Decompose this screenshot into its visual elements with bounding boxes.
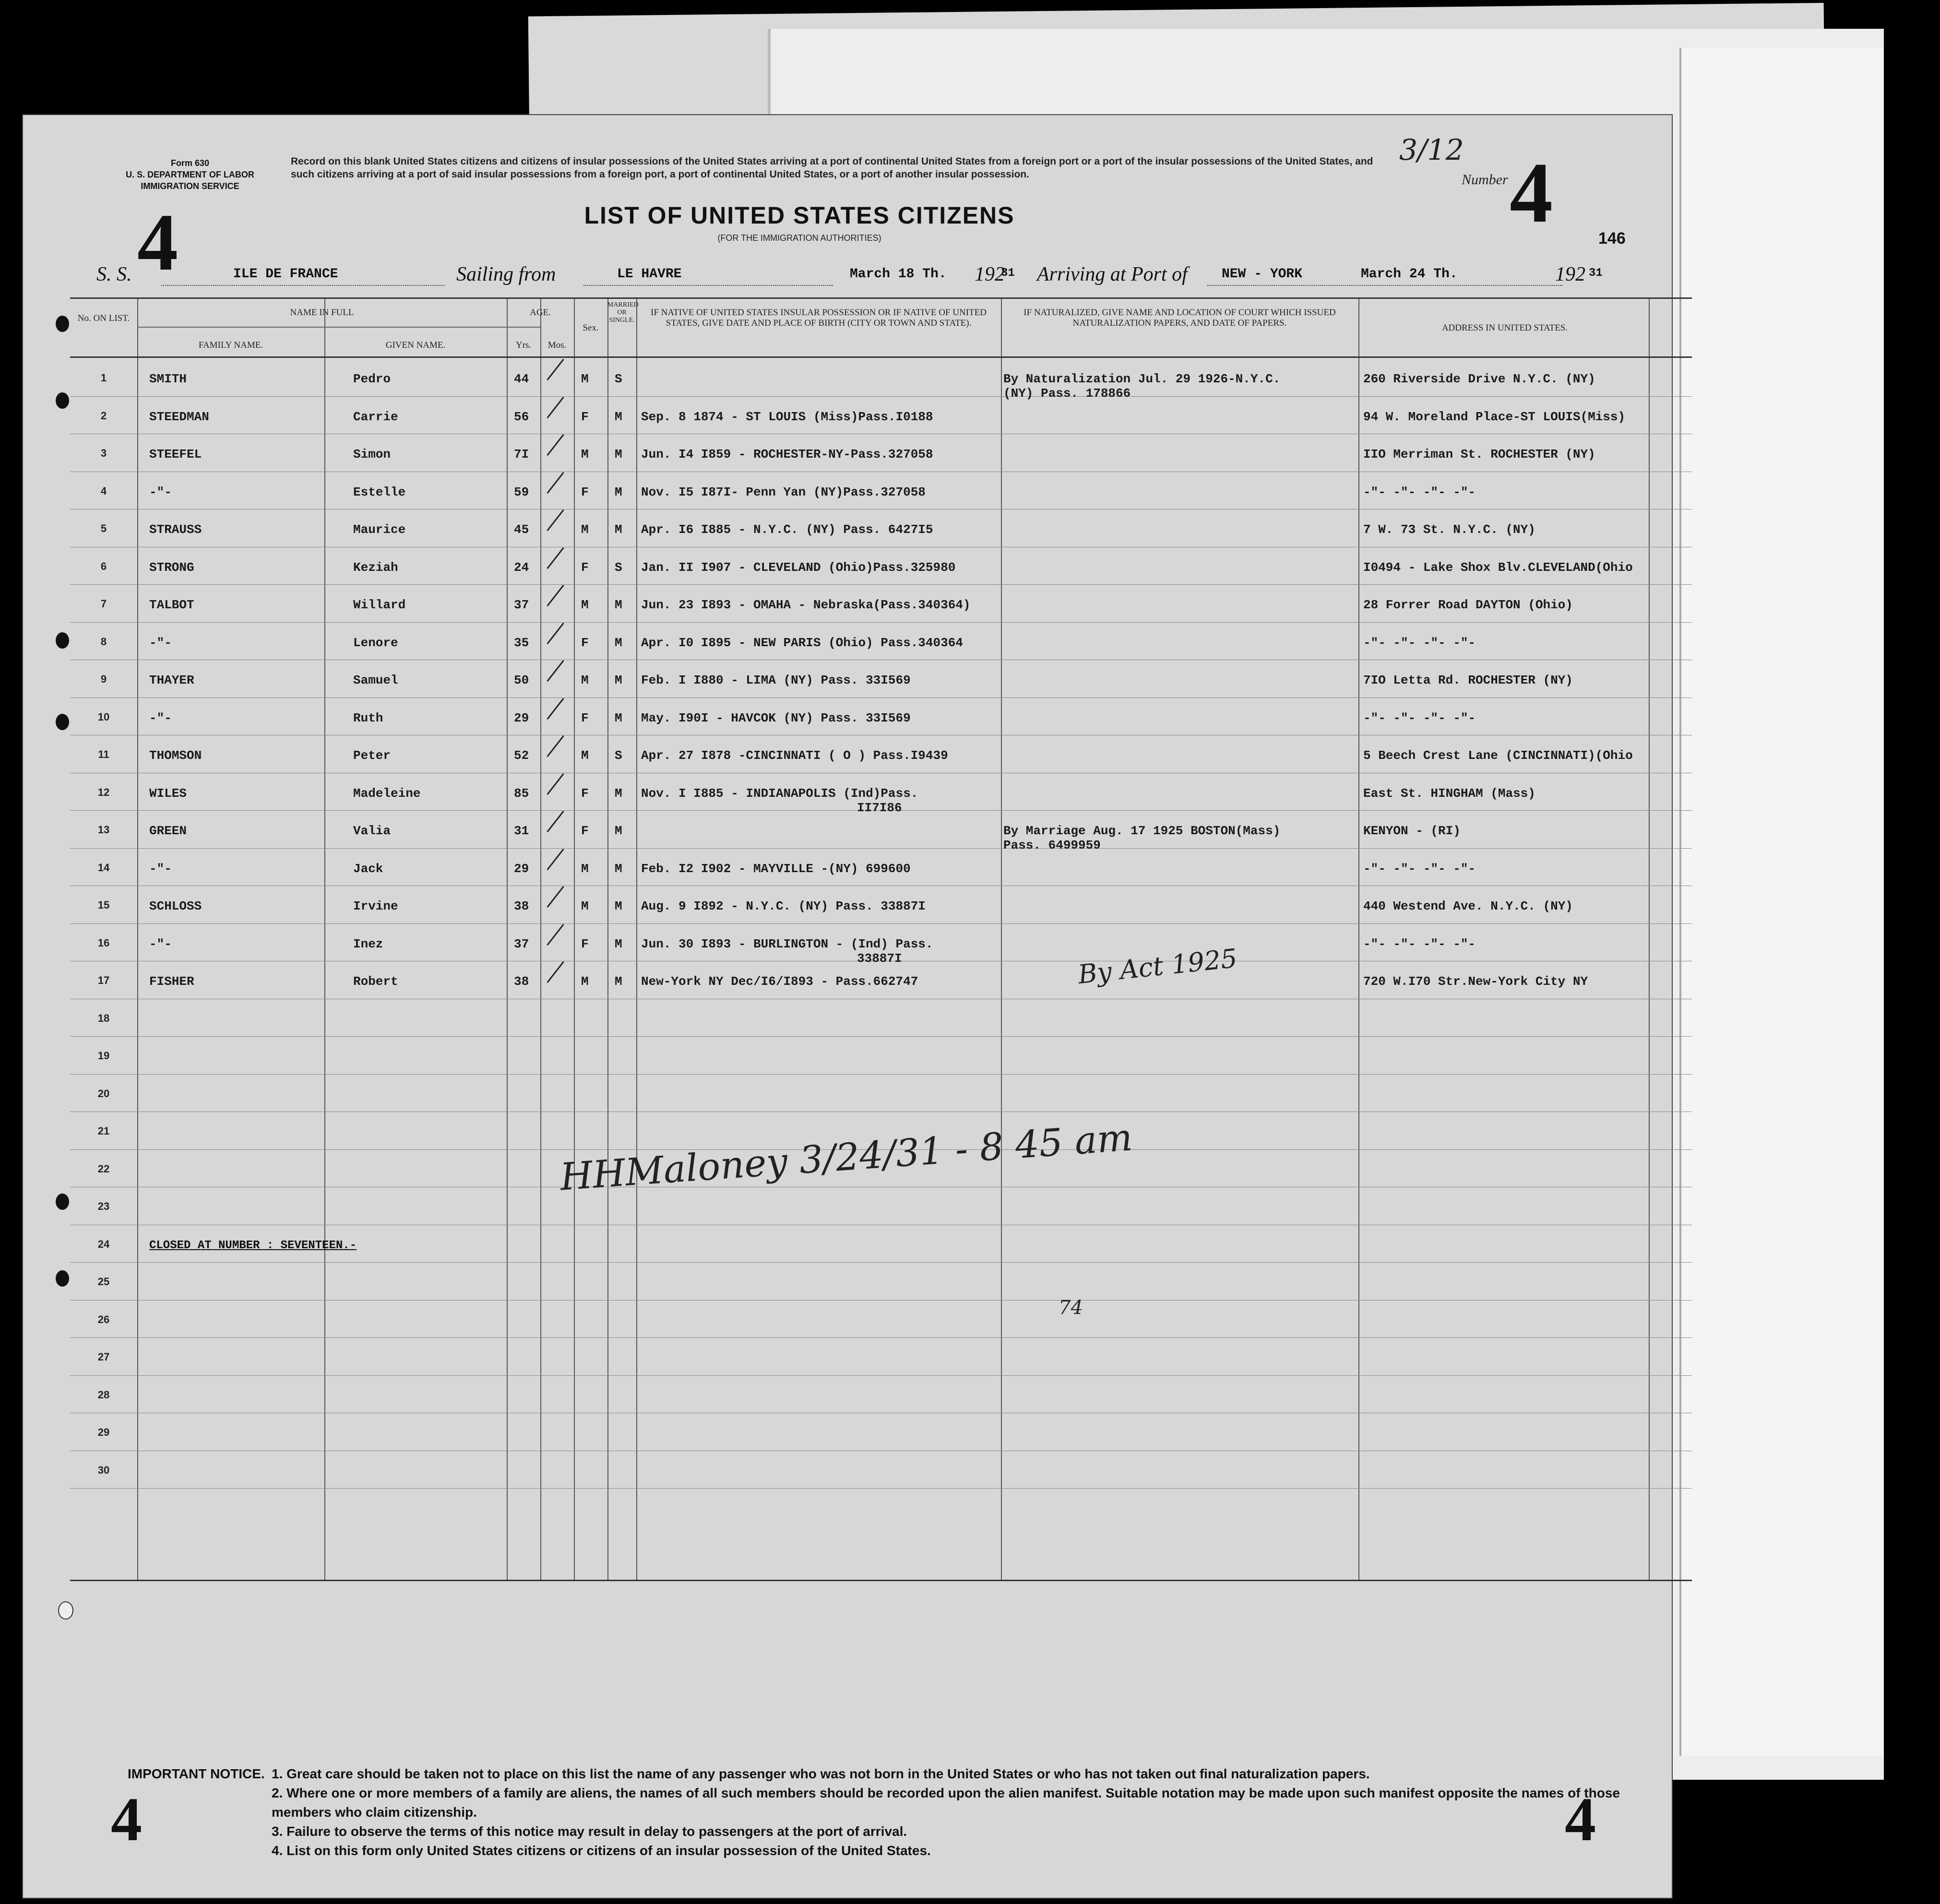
table-row <box>70 700 1692 738</box>
table-row <box>70 625 1692 663</box>
check-mark <box>547 472 564 493</box>
check-mark <box>547 585 564 606</box>
naturalization-info-cont: (NY) Pass. 178866 <box>1003 386 1131 401</box>
row-number: 18 <box>97 1012 110 1024</box>
table-row <box>70 738 1692 776</box>
check-mark <box>547 660 564 682</box>
age-years: 56 <box>514 409 529 424</box>
birth-info: Feb. I2 I902 - MAYVILLE -(NY) 699600 <box>641 861 911 876</box>
address: 7IO Letta Rd. ROCHESTER (NY) <box>1363 673 1573 687</box>
table-row <box>70 1077 1692 1115</box>
given-name: Jack <box>353 861 383 876</box>
row-number: 22 <box>97 1162 110 1175</box>
marital-status: M <box>615 710 622 725</box>
marital-status: M <box>615 447 622 461</box>
col-naturalized: IF NATURALIZED, GIVE NAME AND LOCATION OF COURT WHICH ISSUED NATURALIZATION PAPERS, AND DATE OF PAPERS. <box>1024 307 1336 328</box>
row-number: 7 <box>100 598 107 610</box>
sex: M <box>581 974 589 989</box>
table-row <box>70 512 1692 550</box>
birth-info-cont: 33887I <box>857 951 902 966</box>
birth-info: Jan. II I907 - CLEVELAND (Ohio)Pass.325980 <box>641 560 956 575</box>
check-mark <box>547 547 564 568</box>
col-family-name: FAMILY NAME. <box>198 340 263 350</box>
birth-info: Apr. I6 I885 - N.Y.C. (NY) Pass. 6427I5 <box>641 522 933 537</box>
sex: M <box>581 372 589 386</box>
age-years: 50 <box>514 673 529 687</box>
family-name: SMITH <box>149 372 187 386</box>
age-years: 45 <box>514 522 529 537</box>
birth-info: Apr. I0 I895 - NEW PARIS (Ohio) Pass.340364 <box>641 635 963 650</box>
inspector-signature: HHMaloney 3/24/31 - 8 45 am <box>559 1116 1134 1199</box>
naturalization-info: By Marriage Aug. 17 1925 BOSTON(Mass) <box>1003 824 1281 838</box>
marital-status: M <box>615 936 622 951</box>
table-row <box>70 1378 1692 1416</box>
age-years: 31 <box>514 824 529 838</box>
row-number: 2 <box>100 409 107 422</box>
given-name: Robert <box>353 974 398 989</box>
sex: F <box>581 560 589 575</box>
col-age: AGE. <box>530 307 551 318</box>
sail-date: March 18 Th. <box>850 267 947 282</box>
table-row <box>70 851 1692 889</box>
check-mark <box>547 961 564 983</box>
arrive-date: March 24 Th. <box>1361 267 1458 282</box>
check-mark <box>547 396 564 418</box>
family-name: -"- <box>149 936 172 951</box>
given-name: Simon <box>353 447 391 461</box>
address: -"- -"- -"- -"- <box>1363 710 1476 725</box>
sex: M <box>581 899 589 913</box>
address: -"- -"- -"- -"- <box>1363 861 1476 876</box>
table-row <box>70 399 1692 437</box>
sex: F <box>581 936 589 951</box>
number-label: Number <box>1462 172 1508 188</box>
given-name: Estelle <box>353 485 406 499</box>
age-years: 44 <box>514 372 529 386</box>
punch-hole <box>56 392 69 409</box>
address: 7 W. 73 St. N.Y.C. (NY) <box>1363 522 1535 537</box>
family-name: THOMSON <box>149 748 202 763</box>
given-name: Maurice <box>353 522 406 537</box>
punch-hole <box>56 1270 69 1287</box>
sex: M <box>581 447 589 461</box>
ship-name: ILE DE FRANCE <box>233 267 338 282</box>
port-to: NEW - YORK <box>1222 267 1303 282</box>
address: -"- -"- -"- -"- <box>1363 485 1476 499</box>
family-name: GREEN <box>149 824 187 838</box>
sail-year-suffix: 31 <box>1001 267 1015 280</box>
family-name: TALBOT <box>149 598 194 612</box>
ss-label: S. S. <box>96 263 132 285</box>
address: 94 W. Moreland Place-ST LOUIS(Miss) <box>1363 409 1626 424</box>
row-number: 15 <box>97 899 110 911</box>
age-years: 7I <box>514 447 529 461</box>
row-number: 13 <box>97 824 110 836</box>
col-name-in-full: NAME IN FULL <box>290 307 354 318</box>
table-row <box>70 1265 1692 1303</box>
col-married: MARRIED OR SINGLE. <box>607 301 639 324</box>
family-name: STEEFEL <box>149 447 202 461</box>
marital-status: M <box>615 673 622 687</box>
address: 260 Riverside Drive N.Y.C. (NY) <box>1363 372 1595 386</box>
birth-info: Aug. 9 I892 - N.Y.C. (NY) Pass. 33887I <box>641 899 926 913</box>
address: KENYON - (RI) <box>1363 824 1461 838</box>
sex: F <box>581 786 589 801</box>
address: 720 W.I70 Str.New-York City NY <box>1363 974 1588 989</box>
row-number: 26 <box>97 1313 110 1325</box>
check-mark <box>547 509 564 531</box>
table-row <box>70 1002 1692 1040</box>
age-years: 29 <box>514 710 529 725</box>
sail-year-prefix: 192 <box>975 263 1005 285</box>
punch-hole <box>58 1601 73 1620</box>
row-number: 21 <box>97 1125 110 1137</box>
birth-info: Sep. 8 1874 - ST LOUIS (Miss)Pass.I0188 <box>641 409 933 424</box>
record-instructions: Record on this blank United States citizens and citizens of insular possessions of the United States arriving at a port of continental United States from a foreign port or a port of the insular possessions of the United States, and such citizens arriving at a port of said insular possessions from a foreign port, a port of continental United States, or a port of another insular possession. <box>291 156 1373 180</box>
check-mark <box>547 434 564 456</box>
address: East St. HINGHAM (Mass) <box>1363 786 1535 801</box>
sex: M <box>581 673 589 687</box>
notice-mark-right: 4 <box>1565 1785 1596 1854</box>
address: 440 Westend Ave. N.Y.C. (NY) <box>1363 899 1573 913</box>
page-subtitle: (FOR THE IMMIGRATION AUTHORITIES) <box>717 233 881 243</box>
given-name: Carrie <box>353 409 398 424</box>
notice-item-1: 1. Great care should be taken not to place on this list the name of any passenger who was not born in the United States or who has not taken out final naturalization papers. <box>272 1766 1370 1781</box>
birth-info: Jun. 30 I893 - BURLINGTON - (Ind) Pass. <box>641 936 933 951</box>
row-number: 16 <box>97 936 110 949</box>
row-number: 17 <box>97 974 110 986</box>
table-row <box>70 888 1692 926</box>
marital-status: M <box>615 598 622 612</box>
row-number: 29 <box>97 1426 110 1438</box>
table-row <box>70 437 1692 474</box>
form-number: Form 630 <box>170 158 210 168</box>
table-row <box>70 1303 1692 1341</box>
col-mos: Mos. <box>547 340 567 350</box>
address: -"- -"- -"- -"- <box>1363 635 1476 650</box>
given-name: Inez <box>353 936 383 951</box>
naturalization-info-cont: Pass. 6499959 <box>1003 838 1101 852</box>
check-mark <box>547 811 564 832</box>
family-name: STRONG <box>149 560 194 575</box>
marital-status: M <box>615 485 622 499</box>
col-birth: IF NATIVE OF UNITED STATES INSULAR POSSESSION OR IF NATIVE OF UNITED STATES, GIVE DATE AND PLACE OF BIRTH (CITY OR TOWN AND STATE). <box>651 307 987 328</box>
table-row <box>70 813 1692 851</box>
age-years: 24 <box>514 560 529 575</box>
table-row <box>70 1416 1692 1454</box>
address: I0494 - Lake Shox Blv.CLEVELAND(Ohio <box>1363 560 1633 575</box>
sex: M <box>581 748 589 763</box>
naturalization-info: By Naturalization Jul. 29 1926-N.Y.C. <box>1003 372 1281 386</box>
marital-status: S <box>615 748 622 763</box>
birth-info: Jun. 23 I893 - OMAHA - Nebraska(Pass.340364) <box>641 598 971 612</box>
sex: F <box>581 824 589 838</box>
arrive-year-suffix: 31 <box>1589 267 1603 280</box>
family-name: WILES <box>149 786 187 801</box>
given-name: Irvine <box>353 899 398 913</box>
age-years: 59 <box>514 485 529 499</box>
row-number: 1 <box>100 372 107 384</box>
marital-status: M <box>615 409 622 424</box>
number-value: 4 <box>1510 145 1553 240</box>
row-number: 30 <box>97 1464 110 1476</box>
sailing-label: Sailing from <box>456 263 556 285</box>
service: IMMIGRATION SERVICE <box>141 181 239 191</box>
col-no: No. ON LIST. <box>77 313 130 323</box>
manifest-sheet <box>22 114 1673 1899</box>
table-row <box>70 1190 1692 1228</box>
birth-info: Nov. I I885 - INDIANAPOLIS (Ind)Pass. <box>641 786 918 801</box>
table-row <box>70 1340 1692 1378</box>
given-name: Lenore <box>353 635 398 650</box>
corner-mark: 4 <box>137 197 178 287</box>
check-mark <box>547 886 564 908</box>
given-name: Ruth <box>353 710 383 725</box>
sex: M <box>581 522 589 537</box>
age-years: 38 <box>514 899 529 913</box>
manifest-table <box>70 297 1692 1581</box>
arriving-label: Arriving at Port of <box>1037 263 1188 285</box>
marital-status: M <box>615 824 622 838</box>
table-row <box>70 587 1692 625</box>
col-yrs: Yrs. <box>515 340 532 350</box>
check-mark <box>547 923 564 945</box>
age-years: 29 <box>514 861 529 876</box>
table-row <box>70 550 1692 588</box>
birth-info: Feb. I I880 - LIMA (NY) Pass. 33I569 <box>641 673 911 687</box>
row-number: 9 <box>100 673 107 685</box>
given-name: Samuel <box>353 673 398 687</box>
table-row <box>70 776 1692 814</box>
port-from: LE HAVRE <box>617 267 682 282</box>
sex: M <box>581 861 589 876</box>
table-row <box>70 1039 1692 1077</box>
row-number: 5 <box>100 522 107 534</box>
check-mark <box>547 359 564 380</box>
given-name: Keziah <box>353 560 398 575</box>
row-number: 11 <box>98 748 109 760</box>
birth-info: May. I90I - HAVCOK (NY) Pass. 33I569 <box>641 710 911 725</box>
punch-hole <box>56 1194 69 1210</box>
given-name: Pedro <box>353 372 391 386</box>
row-number: 23 <box>97 1200 110 1212</box>
table-row <box>70 926 1692 964</box>
address: -"- -"- -"- -"- <box>1363 936 1476 951</box>
table-row <box>70 1454 1692 1491</box>
punch-hole <box>56 632 69 649</box>
sex: F <box>581 485 589 499</box>
family-name: THAYER <box>149 673 194 687</box>
department: U. S. DEPARTMENT OF LABOR <box>126 170 254 179</box>
marital-status: M <box>615 635 622 650</box>
punch-hole <box>56 316 69 332</box>
row-number: 25 <box>97 1276 110 1288</box>
check-mark <box>547 773 564 794</box>
birth-info: Jun. I4 I859 - ROCHESTER-NY-Pass.327058 <box>641 447 933 461</box>
table-row <box>70 662 1692 700</box>
row-number: 12 <box>97 786 110 798</box>
address: 5 Beech Crest Lane (CINCINNATI)(Ohio <box>1363 748 1633 763</box>
row-number: 4 <box>100 485 107 497</box>
form-header <box>113 157 267 192</box>
birth-info: Nov. I5 I87I- Penn Yan (NY)Pass.327058 <box>641 485 926 499</box>
check-mark <box>547 622 564 644</box>
birth-info: Apr. 27 I878 -CINCINNATI ( O ) Pass.I9439 <box>641 748 948 763</box>
notice-heading: IMPORTANT NOTICE. <box>128 1766 265 1781</box>
marital-status: M <box>615 861 622 876</box>
marital-status: M <box>615 786 622 801</box>
family-name: -"- <box>149 710 172 725</box>
marital-status: M <box>615 899 622 913</box>
naturalization-handnote: By Act 1925 <box>1076 943 1239 990</box>
given-name: Peter <box>353 748 391 763</box>
row-number: 19 <box>97 1050 110 1062</box>
given-name: Valia <box>353 824 391 838</box>
age-years: 85 <box>514 786 529 801</box>
notice-item-3: 3. Failure to observe the terms of this notice may result in delay to passengers at the port of arrival. <box>272 1824 907 1839</box>
notice-item-4: 4. List on this form only United States citizens or citizens of an insular possession of the United States. <box>272 1843 931 1858</box>
row-number: 28 <box>97 1388 110 1401</box>
family-name: FISHER <box>149 974 194 989</box>
page-title: LIST OF UNITED STATES CITIZENS <box>584 202 1015 229</box>
check-mark <box>547 735 564 757</box>
family-name: -"- <box>149 485 172 499</box>
underlying-pages <box>1679 48 1883 1756</box>
address: 28 Forrer Road DAYTON (Ohio) <box>1363 598 1573 612</box>
punch-hole <box>56 714 69 730</box>
mid-mark: 74 <box>1059 1297 1083 1319</box>
marital-status: S <box>615 560 622 575</box>
family-name: -"- <box>149 861 172 876</box>
page-number: 146 <box>1598 229 1626 248</box>
row-number: 3 <box>100 447 107 459</box>
age-years: 35 <box>514 635 529 650</box>
birth-info-cont: II7I86 <box>857 800 902 815</box>
check-mark <box>547 848 564 870</box>
sex: F <box>581 635 589 650</box>
age-years: 37 <box>514 936 529 951</box>
row-number: 14 <box>97 861 110 874</box>
row-number: 6 <box>100 560 107 572</box>
closed-at-number: CLOSED AT NUMBER : SEVENTEEN.- <box>149 1239 357 1252</box>
family-name: STEEDMAN <box>149 409 209 424</box>
row-number: 8 <box>100 635 107 648</box>
row-number: 27 <box>97 1351 110 1363</box>
age-years: 52 <box>514 748 529 763</box>
check-mark <box>547 698 564 719</box>
given-name: Willard <box>353 598 406 612</box>
given-name: Madeleine <box>353 786 421 801</box>
family-name: -"- <box>149 635 172 650</box>
sex: F <box>581 409 589 424</box>
marital-status: S <box>615 372 622 386</box>
notice-mark-left: 4 <box>111 1785 142 1854</box>
col-given-name: GIVEN NAME. <box>385 340 446 350</box>
age-years: 38 <box>514 974 529 989</box>
table-row <box>70 361 1692 399</box>
arrive-year-prefix: 192 <box>1555 263 1585 285</box>
marital-status: M <box>615 522 622 537</box>
row-number: 24 <box>97 1238 110 1250</box>
col-sex: Sex. <box>583 323 599 333</box>
table-row <box>70 474 1692 512</box>
sex: M <box>581 598 589 612</box>
table-row <box>70 964 1692 1002</box>
notice-item-2: 2. Where one or more members of a family are aliens, the names of all such members should be recorded upon the alien manifest. Suitable notation may be made upon such manifest opposite the names of those members who claim citizenship. <box>272 1786 1620 1820</box>
sex: F <box>581 710 589 725</box>
row-number: 10 <box>97 710 110 723</box>
handwritten-note: 3/12 <box>1399 133 1464 167</box>
birth-info: New-York NY Dec/I6/I893 - Pass.662747 <box>641 974 918 989</box>
age-years: 37 <box>514 598 529 612</box>
family-name: STRAUSS <box>149 522 202 537</box>
marital-status: M <box>615 974 622 989</box>
col-address: ADDRESS IN UNITED STATES. <box>1441 323 1568 333</box>
row-number: 20 <box>97 1087 110 1100</box>
family-name: SCHLOSS <box>149 899 202 913</box>
address: IIO Merriman St. ROCHESTER (NY) <box>1363 447 1595 461</box>
